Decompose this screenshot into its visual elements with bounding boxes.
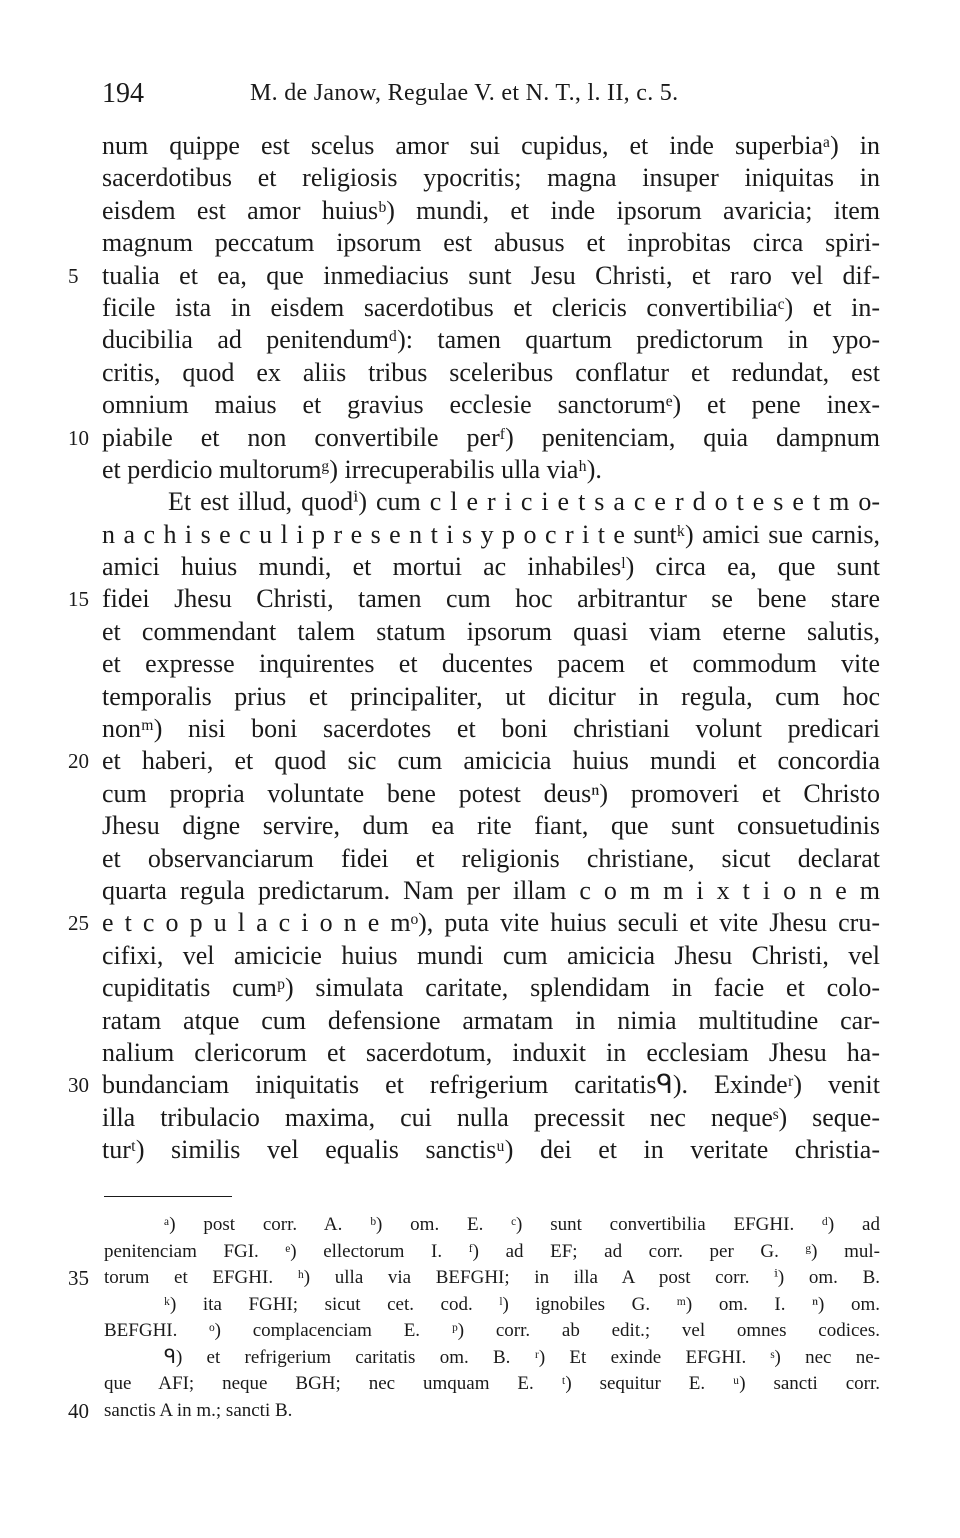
text-line <box>68 583 880 615</box>
text-line <box>68 907 880 939</box>
text-line-text: omnium maius et gravius ecclesie sanctorumᵉ) et pene inex- <box>102 390 880 420</box>
text-line-text: critis, quod ex aliis tribus sceleribus conflatur et redundat, est <box>102 357 880 387</box>
footnote-line <box>68 1398 880 1425</box>
line-number: 30 <box>68 1073 89 1098</box>
text-line <box>102 1037 880 1069</box>
line-number: 40 <box>68 1398 89 1423</box>
footnote-line <box>68 1265 880 1292</box>
text-line-text: et observanciarum fidei et religionis christiane, sicut declarat <box>102 843 880 873</box>
footnote-divider <box>104 1196 232 1197</box>
text-line-text: e t c o p u l a c i o n e mᵒ), puta vite huius seculi et vite Jhesu cru- <box>102 908 880 938</box>
text-line <box>102 616 880 648</box>
text-line-text: eisdem est amor huiusᵇ) mundi, et inde ipsorum avaricia; item <box>102 195 880 225</box>
text-line <box>102 1005 880 1037</box>
text-line <box>102 357 880 389</box>
text-line-text: turᵗ) similis vel equalis sanctisᵘ) dei et in veritate christia- <box>102 1135 880 1165</box>
footnote-line-text: sanctis A in m.; sancti B. <box>104 1399 293 1421</box>
footnote-line-text: que AFI; neque BGH; nec umquam E. ᵗ) sequitur E. ᵘ) sancti corr. <box>104 1373 880 1394</box>
text-line-text: cupiditatis cumᵖ) simulata caritate, splendidam in facie et colo- <box>102 973 880 1003</box>
text-line <box>102 227 880 259</box>
text-line-text: Jhesu digne servire, dum ea rite fiant, que sunt consuetudinis <box>102 811 880 841</box>
page-header <box>102 72 882 112</box>
footnote-line <box>104 1292 880 1319</box>
line-number: 15 <box>68 587 89 612</box>
text-line <box>68 260 880 292</box>
text-line <box>102 454 880 486</box>
footnote-line-text: torum et EFGHI. ʰ) ulla via BEFGHI; in illa A post corr. ⁱ) om. B. <box>104 1267 880 1288</box>
footnote-line <box>104 1371 880 1398</box>
footnotes <box>68 1212 880 1424</box>
text-line-text: bundanciam iniquitatis et refrigerium caritatisᑫ). Exindeʳ) venit <box>102 1070 880 1100</box>
text-line-text: cifixi, vel amicicie huius mundi cum amicicia Jhesu Christi, vel <box>102 940 880 970</box>
footnote-line-text: BEFGHI. ᵒ) complacenciam E. ᵖ) corr. ab edit.; vel omnes codices. <box>104 1320 880 1341</box>
text-line-text: et expresse inquirentes et ducentes pacem et commodum vite <box>102 649 880 679</box>
text-line <box>68 745 880 777</box>
line-number: 10 <box>68 425 89 450</box>
text-line-text: et haberi, et quod sic cum amicicia huius mundi et concordia <box>102 746 880 776</box>
text-line-text: temporalis prius et principaliter, ut dicitur in regula, cum hoc <box>102 681 880 711</box>
footnote-line-text: penitenciam FGI. ᵉ) ellectorum I. ᶠ) ad EF; ad corr. per G. ᵍ) mul- <box>104 1240 880 1262</box>
text-line <box>68 422 880 454</box>
text-line <box>102 162 880 194</box>
text-line <box>102 940 880 972</box>
text-line <box>102 875 880 907</box>
text-line <box>102 389 880 421</box>
footnote-line <box>104 1318 880 1345</box>
footnote-line <box>104 1212 880 1239</box>
text-line-text: illa tribulacio maxima, cui nulla precessit nec nequeˢ) seque- <box>102 1102 880 1132</box>
running-head: M. de Janow, Regulae V. et N. T., l. II, c. 5. <box>250 80 679 106</box>
line-number: 5 <box>68 263 79 288</box>
text-line <box>102 1102 880 1134</box>
footnote-line <box>104 1345 880 1372</box>
text-line-text: sacerdotibus et religiosis ypocritis; magna insuper iniquitas in <box>102 163 880 193</box>
footnote-line <box>104 1239 880 1266</box>
text-line-text: tualia et ea, que inmediacius sunt Jesu Christi, et raro vel dif- <box>102 260 880 290</box>
text-line-text: nalium clericorum et sacerdotum, induxit in ecclesiam Jhesu ha- <box>102 1037 880 1067</box>
text-line <box>102 292 880 324</box>
text-line <box>102 486 880 518</box>
text-line-text: piabile et non convertibile perᶠ) penitenciam, quia dampnum <box>102 422 880 452</box>
text-line <box>102 681 880 713</box>
text-line-text: ratam atque cum defensione armatam in nimia multitudine car- <box>102 1005 880 1035</box>
text-line-text: magnum peccatum ipsorum est abusus et inprobitas circa spiri- <box>102 228 880 258</box>
text-line <box>102 1134 880 1166</box>
text-line <box>102 843 880 875</box>
line-number: 25 <box>68 911 89 936</box>
text-line-text: n a c h i s e c u l i p r e s e n t i s y p o c r i t e suntᵏ) amici sue carnis, <box>102 519 880 549</box>
text-line-text: Et est illud, quodⁱ) cum c l e r i c i e t s a c e r d o t e s e t m o- <box>168 487 880 517</box>
text-line-text: nonᵐ) nisi boni sacerdotes et boni christiani volunt predicari <box>102 714 880 744</box>
text-line <box>102 972 880 1004</box>
text-line <box>102 130 880 162</box>
text-line-text: num quippe est scelus amor sui cupidus, et inde superbiaᵃ) in <box>102 131 880 160</box>
line-number: 35 <box>68 1266 89 1290</box>
text-line-text: ficile ista in eisdem sacerdotibus et clericis convertibiliaᶜ) et in- <box>102 292 880 322</box>
text-line <box>102 551 880 583</box>
text-line <box>102 648 880 680</box>
text-line-text: ducibilia ad penitendumᵈ): tamen quartum predictorum in ypo- <box>102 325 880 355</box>
line-number: 20 <box>68 749 89 774</box>
text-line <box>102 778 880 810</box>
text-line-text: quarta regula predictarum. Nam per illam c o m m i x t i o n e m <box>102 875 880 905</box>
text-line <box>102 195 880 227</box>
text-line <box>102 324 880 356</box>
footnote-line-text: ᵃ) post corr. A. ᵇ) om. E. ᶜ) sunt convertibilia EFGHI. ᵈ) ad <box>164 1214 880 1235</box>
text-line <box>102 713 880 745</box>
text-line-text: amici huius mundi, et mortui ac inhabilesˡ) circa ea, que sunt <box>102 552 880 582</box>
text-line <box>102 519 880 551</box>
footnote-line-text: ᵏ) ita FGHI; sicut cet. cod. ˡ) ignobiles G. ᵐ) om. I. ⁿ) om. <box>164 1293 880 1315</box>
text-line <box>102 810 880 842</box>
main-text <box>68 130 880 1167</box>
text-line-text: et commendant talem statum ipsorum quasi viam eterne salutis, <box>102 616 880 646</box>
text-line-text: fidei Jhesu Christi, tamen cum hoc arbitrantur se bene stare <box>102 584 880 614</box>
text-line <box>68 1069 880 1101</box>
page-number: 194 <box>102 78 144 109</box>
text-line-text: et perdicio multorumᵍ) irrecuperabilis ulla viaʰ). <box>102 454 602 484</box>
text-line-text: cum propria voluntate bene potest deusⁿ) promoveri et Christo <box>102 778 880 808</box>
footnote-line-text: ᑫ) et refrigerium caritatis om. B. ʳ) Et exinde EFGHI. ˢ) nec ne- <box>164 1346 880 1368</box>
